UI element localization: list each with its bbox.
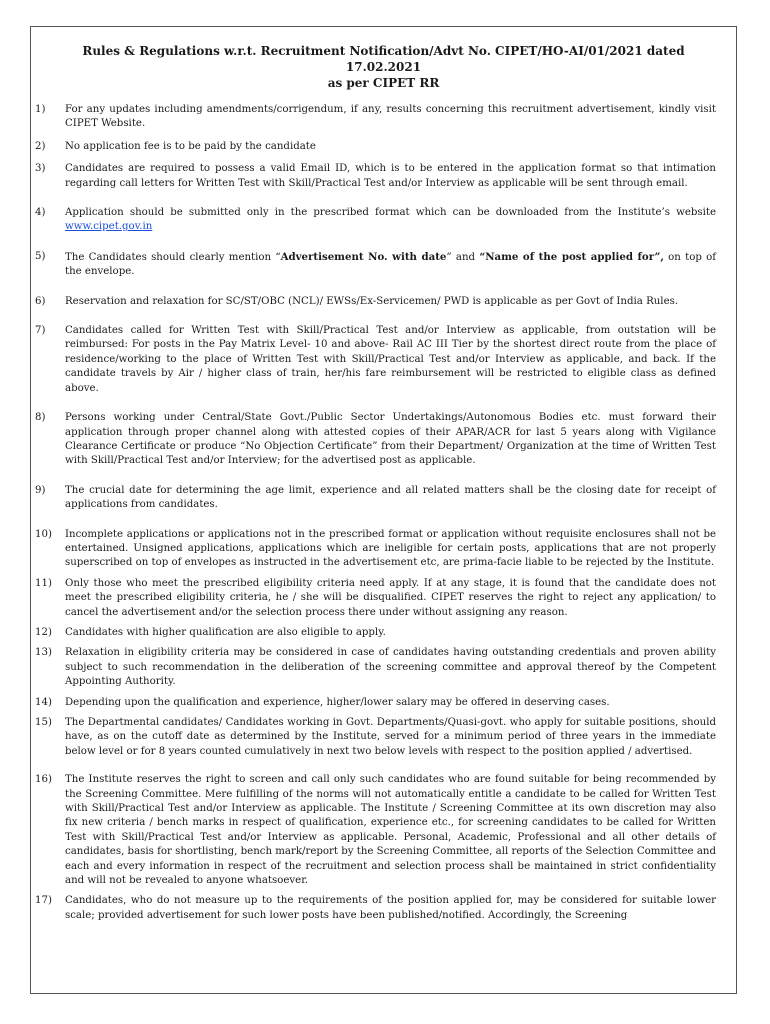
title-line-1: Rules & Regulations w.r.t. Recruitment Notification/Advt No. CIPET/HO-AI/01/2021 dated 17.02.2021 — [82, 44, 685, 74]
rule-number: 4) — [35, 207, 46, 219]
rule-bold-post-name: “Name of the post applied for”, — [479, 250, 664, 263]
rule-number: 6) — [35, 295, 46, 307]
rule-text: For any updates including amendments/corrigendum, if any, results concerning this recruitment advertisement, kindly visit CIPET Website. — [65, 104, 716, 130]
rule-bold-advt-no: Advertisement No. with date — [280, 250, 447, 263]
rule-item-3 — [35, 162, 716, 191]
rule-text: Relaxation in eligibility criteria may be considered in case of candidates having outstanding credentials and proven ability subject to such recommendation in the deliberation of the screening committee and approval thereof by the Competent Appointing Authority. — [65, 647, 716, 688]
rule-number: 7) — [35, 325, 46, 337]
rules-list — [31, 103, 736, 923]
rule-text: The crucial date for determining the age limit, experience and all related matters shall be the closing date for receipt of applications from candidates. — [65, 484, 716, 511]
rule-item-17 — [35, 894, 716, 923]
rule-number: 3) — [35, 163, 46, 175]
page-title — [49, 43, 718, 91]
rule-number: 11) — [35, 577, 52, 589]
title-line-2: as per CIPET RR — [327, 76, 440, 90]
rule-item-13 — [35, 646, 716, 689]
rule-item-8 — [35, 411, 716, 469]
rule-item-12 — [35, 626, 716, 640]
rule-item-10 — [35, 528, 716, 571]
rule-text: Candidates called for Written Test with Skill/Practical Test and/or Interview as applicable, from outstation will be reimbursed: For posts in the Pay Matrix Level- 10 and above- Rail AC III Tier by the shortest direct route from the place of residence/working to the place of Written Test with Skill/Practical Test and/or Interview as applicable, and back. If the candidate travels by Air / higher class of train, her/his fare reimbursement will be restricted to eligible class as defined above. — [65, 325, 716, 394]
rule-text: Only those who meet the prescribed eligibility criteria need apply. If at any stage, it is found that the candidate does not meet the prescribed eligibility criteria, he / she will be disqualified. CIPET reserves the right to reject any application/ to cancel the advertisement and/or the selection process there under without assigning any reason. — [65, 577, 716, 618]
rule-text: The Institute reserves the right to screen and call only such candidates who are found suitable for being recommended by the Screening Committee. Mere fulfilling of the norms will not automatically entitle a candidate to be called for Written Test with Skill/Practical Test and/or Interview as applicable. The Institute / Screening Committee at its own discretion may also fix new criteria / bench marks in respect of qualification, experience etc., for screening candidates to be called for Written Test with Skill/Practical Test and/or Interview as applicable. Personal, Academic, Professional and all other details of candidates, basis for shortlisting, bench mark/report by the Screening Committee, all reports of the Selection Committee and each and every information in respect of the recruitment and selection process shall be maintained in strict confidentiality and will not be revealed to anyone whatsoever. — [65, 774, 716, 887]
rule-number: 5) — [35, 250, 46, 262]
rule-text: Depending upon the qualification and experience, higher/lower salary may be offered in deserving cases. — [65, 696, 610, 708]
rule-text: Reservation and relaxation for SC/ST/OBC (NCL)/ EWSs/Ex-Servicemen/ PWD is applicable as per Govt of India Rules. — [65, 295, 679, 307]
rule-number: 15) — [35, 717, 52, 728]
rule-number: 8) — [35, 412, 46, 424]
rule-item-2 — [35, 140, 716, 154]
rule-text-part: on top of the envelope. — [65, 251, 717, 278]
rule-item-16 — [35, 773, 716, 888]
rule-number: 17) — [35, 895, 52, 907]
rule-text: The Departmental candidates/ Candidates working in Govt. Departments/Quasi-govt. who apply for suitable positions, should have, as on the cutoff date as determined by the Institute, served for a minimum period of three years in the immediate below level or for 8 years counted cumulatively in next two below levels with respect to the position applied / advertised. — [65, 717, 716, 757]
rule-item-5 — [35, 250, 716, 280]
rule-item-11 — [35, 577, 716, 620]
rule-text: No application fee is to be paid by the candidate — [65, 140, 316, 152]
rule-item-14 — [35, 696, 716, 710]
rule-text: Candidates with higher qualification are also eligible to apply. — [65, 626, 386, 638]
rule-text: Candidates are required to possess a valid Email ID, which is to be entered in the application format so that intimation regarding call letters for Written Test with Skill/Practical Test and/or Interview as applicable will be sent through email. — [65, 163, 716, 189]
rule-text: Incomplete applications or applications not in the prescribed format or application without requisite enclosures shall not be entertained. Unsigned applications, applications which are ineligible for certain posts, applications that are not properly superscribed on top of envelopes as instructed in the advertisement etc, are prima-facie liable to be rejected by the Institute. — [65, 528, 716, 569]
document-page — [30, 26, 737, 994]
rule-number: 16) — [35, 774, 52, 786]
cipet-website-link[interactable]: www.cipet.gov.in — [65, 221, 153, 233]
rule-number: 10) — [35, 528, 52, 540]
rule-item-9 — [35, 484, 716, 513]
rule-number: 12) — [35, 626, 52, 638]
rule-text-part: The Candidates should clearly mention “ — [65, 251, 281, 263]
rule-item-6 — [35, 295, 716, 309]
rule-text — [65, 250, 716, 280]
rule-number: 9) — [35, 484, 46, 496]
rule-item-4 — [35, 206, 716, 235]
rule-number: 14) — [35, 696, 52, 708]
rule-text: Persons working under Central/State Govt./Public Sector Undertakings/Autonomous Bodies etc. must forward their application through proper channel along with attested copies of their APAR/ACR for last 5 years along with Vigilance Clearance Certificate or produce “No Objection Certificate” from their Department/ Organization at the time of Written Test with Skill/Practical Test and/or Interview; for the advertised post as applicable. — [65, 412, 716, 467]
rule-item-15 — [35, 716, 716, 759]
rule-text-part: ” and — [446, 251, 480, 263]
rule-number: 1) — [35, 104, 46, 115]
rule-number: 2) — [35, 140, 46, 152]
rule-item-1 — [35, 103, 716, 132]
rule-text — [65, 206, 716, 235]
rule-number: 13) — [35, 647, 52, 659]
rule-text-part: Application should be submitted only in the prescribed format which can be downloaded from the Institute’s website — [65, 207, 716, 219]
rule-item-7 — [35, 324, 716, 396]
rule-text: Candidates, who do not measure up to the requirements of the position applied for, may be considered for suitable lower scale; provided advertisement for such lower posts have been published/notified. Accordingly, the Screening — [65, 895, 716, 921]
